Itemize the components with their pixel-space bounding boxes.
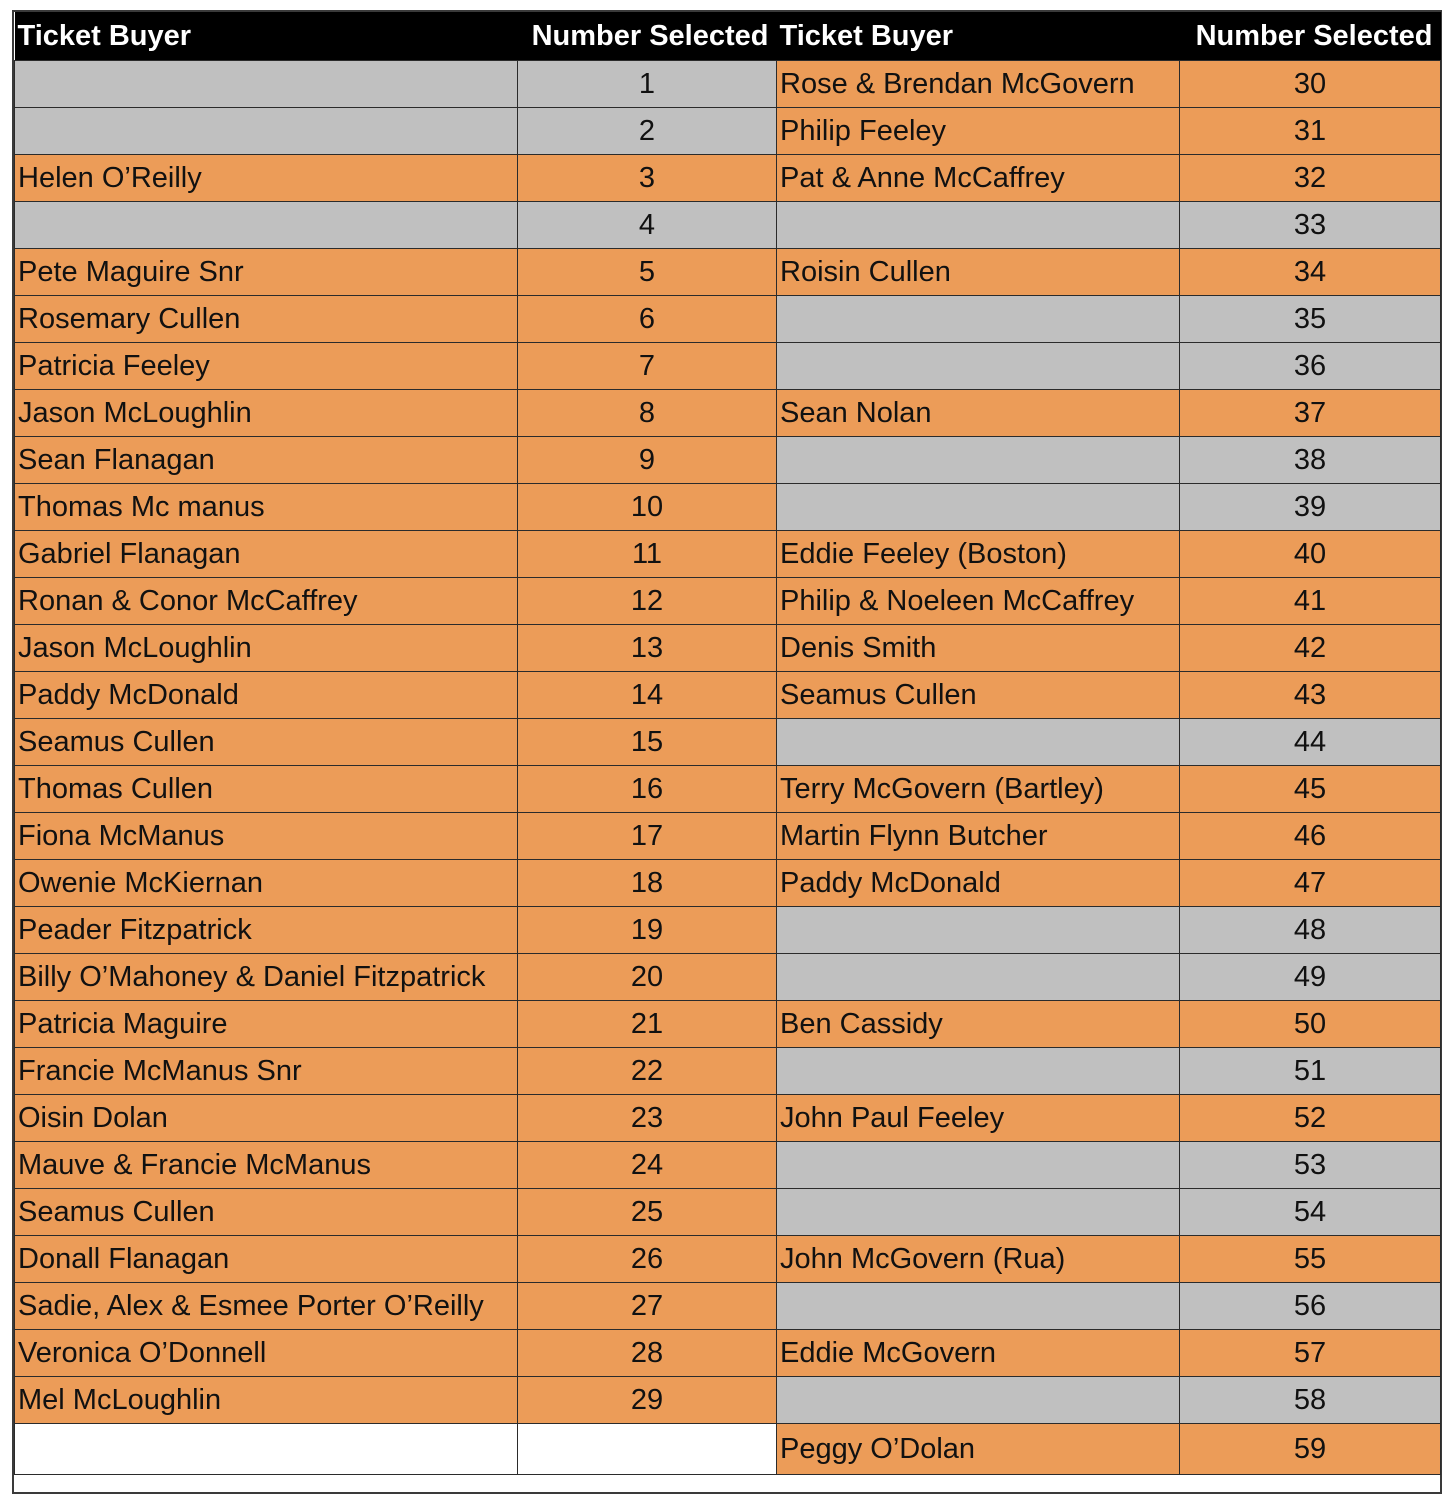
number-cell: 38 — [1180, 437, 1441, 484]
buyer-cell — [777, 484, 1180, 531]
table-row — [15, 1424, 1441, 1475]
table-row — [15, 672, 1441, 719]
buyer-cell: Mel McLoughlin — [15, 1377, 518, 1424]
number-cell: 3 — [518, 155, 777, 202]
buyer-cell: Patricia Maguire — [15, 1001, 518, 1048]
number-cell: 54 — [1180, 1189, 1441, 1236]
number-cell: 5 — [518, 249, 777, 296]
buyer-cell: Billy O’Mahoney & Daniel Fitzpatrick — [15, 954, 518, 1001]
number-cell: 11 — [518, 531, 777, 578]
number-cell: 45 — [1180, 766, 1441, 813]
number-cell: 23 — [518, 1095, 777, 1142]
number-cell: 55 — [1180, 1236, 1441, 1283]
number-cell: 28 — [518, 1330, 777, 1377]
header-number-selected-1: Number Selected — [518, 12, 777, 61]
buyer-cell: Sean Flanagan — [15, 437, 518, 484]
number-cell: 26 — [518, 1236, 777, 1283]
header-row — [15, 12, 1441, 61]
buyer-cell: Rosemary Cullen — [15, 296, 518, 343]
table-row — [15, 1095, 1441, 1142]
number-cell: 33 — [1180, 202, 1441, 249]
buyer-cell: Paddy McDonald — [777, 860, 1180, 907]
table-row — [15, 390, 1441, 437]
number-cell: 18 — [518, 860, 777, 907]
buyer-cell: Terry McGovern (Bartley) — [777, 766, 1180, 813]
buyer-cell — [15, 1424, 518, 1475]
number-cell — [518, 1424, 777, 1475]
table-row — [15, 766, 1441, 813]
number-cell: 56 — [1180, 1283, 1441, 1330]
number-cell: 9 — [518, 437, 777, 484]
buyer-cell: Sadie, Alex & Esmee Porter O’Reilly — [15, 1283, 518, 1330]
number-cell: 59 — [1180, 1424, 1441, 1475]
number-cell: 35 — [1180, 296, 1441, 343]
ticket-table — [14, 12, 1441, 1475]
table-row — [15, 484, 1441, 531]
buyer-cell — [777, 1048, 1180, 1095]
number-cell: 20 — [518, 954, 777, 1001]
number-cell: 42 — [1180, 625, 1441, 672]
number-cell: 44 — [1180, 719, 1441, 766]
number-cell: 53 — [1180, 1142, 1441, 1189]
number-cell: 6 — [518, 296, 777, 343]
number-cell: 57 — [1180, 1330, 1441, 1377]
buyer-cell: Pete Maguire Snr — [15, 249, 518, 296]
number-cell: 7 — [518, 343, 777, 390]
buyer-cell: Eddie McGovern — [777, 1330, 1180, 1377]
buyer-cell — [777, 1283, 1180, 1330]
table-row — [15, 578, 1441, 625]
number-cell: 22 — [518, 1048, 777, 1095]
buyer-cell — [15, 202, 518, 249]
number-cell: 34 — [1180, 249, 1441, 296]
buyer-cell: Jason McLoughlin — [15, 625, 518, 672]
buyer-cell: Seamus Cullen — [15, 719, 518, 766]
table-header — [15, 12, 1441, 61]
buyer-cell: Owenie McKiernan — [15, 860, 518, 907]
buyer-cell: Paddy McDonald — [15, 672, 518, 719]
number-cell: 46 — [1180, 813, 1441, 860]
number-cell: 10 — [518, 484, 777, 531]
number-cell: 29 — [518, 1377, 777, 1424]
number-cell: 2 — [518, 108, 777, 155]
table-row — [15, 1377, 1441, 1424]
number-cell: 8 — [518, 390, 777, 437]
table-row — [15, 1189, 1441, 1236]
buyer-cell: Francie McManus Snr — [15, 1048, 518, 1095]
buyer-cell: Seamus Cullen — [777, 672, 1180, 719]
buyer-cell — [777, 719, 1180, 766]
buyer-cell — [777, 1142, 1180, 1189]
number-cell: 58 — [1180, 1377, 1441, 1424]
number-cell: 12 — [518, 578, 777, 625]
number-cell: 25 — [518, 1189, 777, 1236]
buyer-cell: Veronica O’Donnell — [15, 1330, 518, 1377]
buyer-cell: Thomas Cullen — [15, 766, 518, 813]
buyer-cell — [15, 108, 518, 155]
header-number-selected-2: Number Selected — [1180, 12, 1441, 61]
table-row — [15, 954, 1441, 1001]
table-row — [15, 437, 1441, 484]
buyer-cell — [777, 437, 1180, 484]
buyer-cell: Denis Smith — [777, 625, 1180, 672]
number-cell: 52 — [1180, 1095, 1441, 1142]
buyer-cell: Thomas Mc manus — [15, 484, 518, 531]
table-body — [15, 61, 1441, 1475]
buyer-cell — [777, 1377, 1180, 1424]
table-row — [15, 202, 1441, 249]
number-cell: 36 — [1180, 343, 1441, 390]
number-cell: 51 — [1180, 1048, 1441, 1095]
table-row — [15, 343, 1441, 390]
buyer-cell: Philip Feeley — [777, 108, 1180, 155]
number-cell: 41 — [1180, 578, 1441, 625]
buyer-cell: Rose & Brendan McGovern — [777, 61, 1180, 108]
buyer-cell: Ronan & Conor McCaffrey — [15, 578, 518, 625]
buyer-cell: Philip & Noeleen McCaffrey — [777, 578, 1180, 625]
buyer-cell: Mauve & Francie McManus — [15, 1142, 518, 1189]
table-row — [15, 719, 1441, 766]
number-cell: 31 — [1180, 108, 1441, 155]
buyer-cell: Martin Flynn Butcher — [777, 813, 1180, 860]
table-row — [15, 531, 1441, 578]
buyer-cell: Gabriel Flanagan — [15, 531, 518, 578]
number-cell: 27 — [518, 1283, 777, 1330]
buyer-cell: Peader Fitzpatrick — [15, 907, 518, 954]
buyer-cell: Oisin Dolan — [15, 1095, 518, 1142]
number-cell: 14 — [518, 672, 777, 719]
table-row — [15, 61, 1441, 108]
buyer-cell — [777, 1189, 1180, 1236]
buyer-cell: Roisin Cullen — [777, 249, 1180, 296]
table-row — [15, 249, 1441, 296]
table-row — [15, 1142, 1441, 1189]
buyer-cell: Seamus Cullen — [15, 1189, 518, 1236]
buyer-cell — [777, 907, 1180, 954]
table-row — [15, 1048, 1441, 1095]
ticket-sheet — [12, 10, 1442, 1494]
buyer-cell: Patricia Feeley — [15, 343, 518, 390]
number-cell: 15 — [518, 719, 777, 766]
table-row — [15, 108, 1441, 155]
number-cell: 50 — [1180, 1001, 1441, 1048]
number-cell: 39 — [1180, 484, 1441, 531]
buyer-cell: Peggy O’Dolan — [777, 1424, 1180, 1475]
number-cell: 40 — [1180, 531, 1441, 578]
number-cell: 48 — [1180, 907, 1441, 954]
number-cell: 16 — [518, 766, 777, 813]
number-cell: 49 — [1180, 954, 1441, 1001]
number-cell: 17 — [518, 813, 777, 860]
buyer-cell: John McGovern (Rua) — [777, 1236, 1180, 1283]
buyer-cell — [15, 61, 518, 108]
number-cell: 43 — [1180, 672, 1441, 719]
table-row — [15, 155, 1441, 202]
number-cell: 47 — [1180, 860, 1441, 907]
table-row — [15, 813, 1441, 860]
number-cell: 24 — [518, 1142, 777, 1189]
number-cell: 19 — [518, 907, 777, 954]
buyer-cell: Jason McLoughlin — [15, 390, 518, 437]
number-cell: 37 — [1180, 390, 1441, 437]
table-row — [15, 907, 1441, 954]
buyer-cell: Sean Nolan — [777, 390, 1180, 437]
number-cell: 4 — [518, 202, 777, 249]
buyer-cell — [777, 296, 1180, 343]
buyer-cell: Eddie Feeley (Boston) — [777, 531, 1180, 578]
table-row — [15, 1283, 1441, 1330]
table-row — [15, 860, 1441, 907]
buyer-cell: Pat & Anne McCaffrey — [777, 155, 1180, 202]
table-row — [15, 296, 1441, 343]
number-cell: 21 — [518, 1001, 777, 1048]
number-cell: 32 — [1180, 155, 1441, 202]
table-row — [15, 1330, 1441, 1377]
buyer-cell: Fiona McManus — [15, 813, 518, 860]
buyer-cell — [777, 343, 1180, 390]
buyer-cell: Helen O’Reilly — [15, 155, 518, 202]
number-cell: 13 — [518, 625, 777, 672]
buyer-cell: Ben Cassidy — [777, 1001, 1180, 1048]
number-cell: 30 — [1180, 61, 1441, 108]
buyer-cell: Donall Flanagan — [15, 1236, 518, 1283]
buyer-cell — [777, 202, 1180, 249]
table-row — [15, 1001, 1441, 1048]
header-ticket-buyer-2: Ticket Buyer — [777, 12, 1180, 61]
number-cell: 1 — [518, 61, 777, 108]
buyer-cell — [777, 954, 1180, 1001]
header-ticket-buyer-1: Ticket Buyer — [15, 12, 518, 61]
buyer-cell: John Paul Feeley — [777, 1095, 1180, 1142]
table-row — [15, 625, 1441, 672]
table-row — [15, 1236, 1441, 1283]
